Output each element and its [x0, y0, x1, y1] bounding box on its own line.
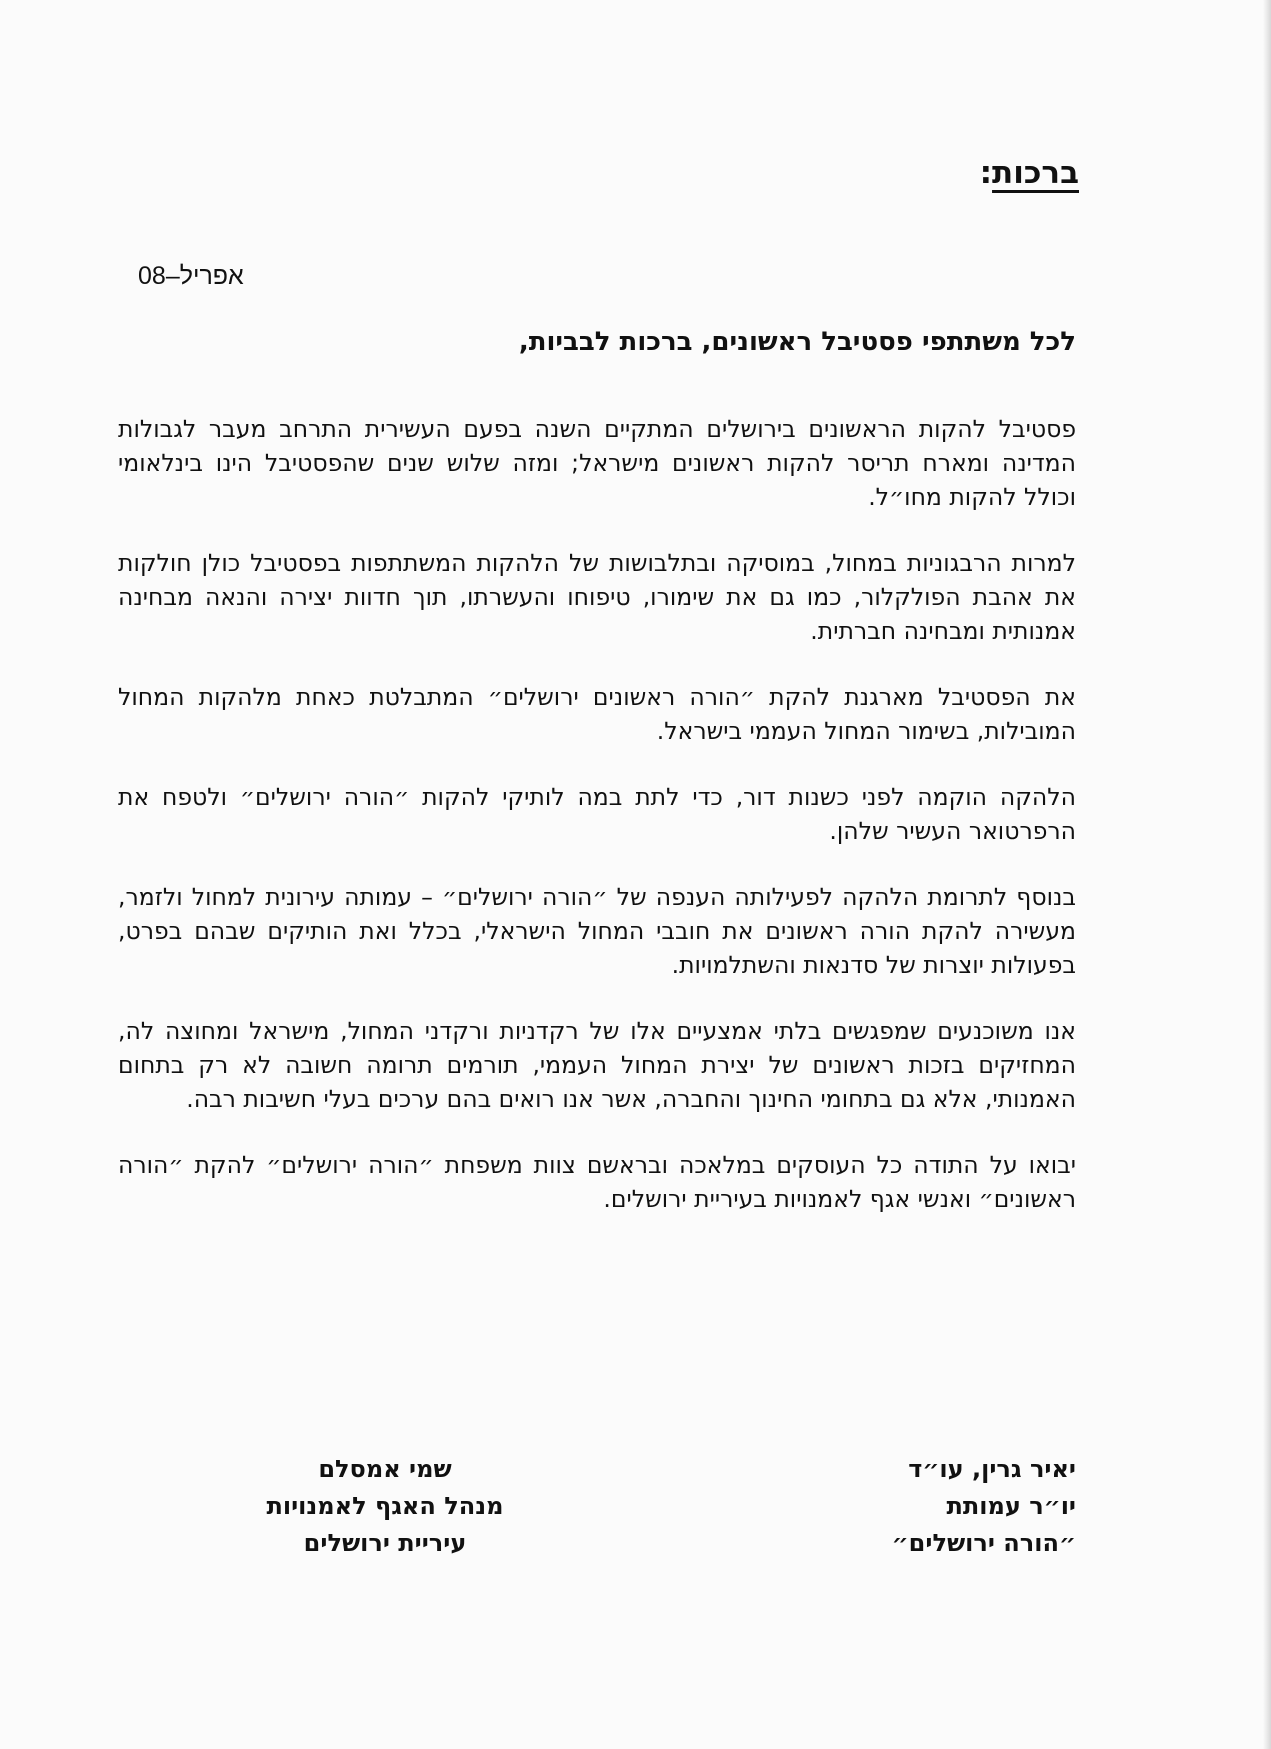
- letter-body: [118, 412, 1076, 1248]
- signatory-role: יו״ר עמותת: [946, 1492, 1076, 1520]
- letter-greeting: לכל משתתפי פסטיבל ראשונים, ברכות לבביות,: [518, 327, 1076, 357]
- page-edge-shadow: [1263, 0, 1271, 1749]
- body-paragraph: יבואו על התודה כל העוסקים במלאכה ובראשם צוות משפחת ״הורה ירושלים״ להקת ״הורה ראשונים״ ואנשי אגף לאמנויות בעיריית ירושלים.: [118, 1151, 1076, 1213]
- letter-heading: [980, 155, 1079, 191]
- signatory-organization: ״הורה ירושלים״: [891, 1529, 1076, 1557]
- signatory-role: מנהל האגף לאמנויות: [266, 1492, 504, 1520]
- body-paragraph: הלהקה הוקמה לפני כשנות דור, כדי לתת במה לותיקי להקות ״הורה ירושלים״ ולטפח את הרפרטואר העשיר שלהן.: [118, 783, 1076, 845]
- body-paragraph: פסטיבל להקות הראשונים בירושלים המתקיים השנה בפעם העשירית התרחב מעבר לגבולות המדינה ומארח תריסר להקות ראשונים מישראל; ומזה שלוש שנים שהפסטיבל הינו בינלאומי וכולל להקות מחו״ל.: [118, 415, 1076, 511]
- body-paragraph: למרות הרבגוניות במחול, במוסיקה ובתלבושות של הלהקות המשתתפות בפסטיבל כולן חולקות את אהבת הפולקלור, כמו גם את שימורו, טיפוחו והעשרתו, תוך חדוות יצירה והנאה מבחינה אמנותית ומבחינה חברתית.: [118, 549, 1076, 645]
- heading-colon: :: [979, 155, 993, 191]
- signature-block-chairman: [892, 1451, 1076, 1562]
- signatory-name: שמי אמסלם: [318, 1455, 452, 1483]
- signatory-organization: עיריית ירושלים: [303, 1529, 467, 1557]
- signature-block-director: [250, 1451, 520, 1562]
- signatory-name: יאיר גרין, עו״ד: [908, 1455, 1076, 1483]
- heading-word: ברכות: [992, 155, 1079, 191]
- body-paragraph: בנוסף לתרומת הלהקה לפעילותה הענפה של ״הורה ירושלים״ – עמותה עירונית למחול ולזמר, מעשירה להקת הורה ראשונים את חובבי המחול הישראלי, בכלל ואת הותיקים שבהם בפרט, בפעולות יוצרות של סדנאות והשתלמויות.: [118, 883, 1076, 979]
- body-paragraph: אנו משוכנעים שמפגשים בלתי אמצעיים אלו של רקדניות ורקדני המחול, מישראל ומחוצה לה, המחזיקים בזכות ראשונים של יצירת המחול העממי, תורמים תרומה חשובה לא רק בתחום האמנותי, אלא גם בתחומי החינוך והחברה, אשר אנו רואים בהם ערכים בעלי חשיבות רבה.: [118, 1017, 1076, 1113]
- body-paragraph: את הפסטיבל מארגנת להקת ״הורה ראשונים ירושלים״ המתבלטת כאחת מלהקות המחול המובילות, בשימור המחול העממי בישראל.: [118, 683, 1076, 745]
- letter-date: אפריל–08: [138, 262, 244, 290]
